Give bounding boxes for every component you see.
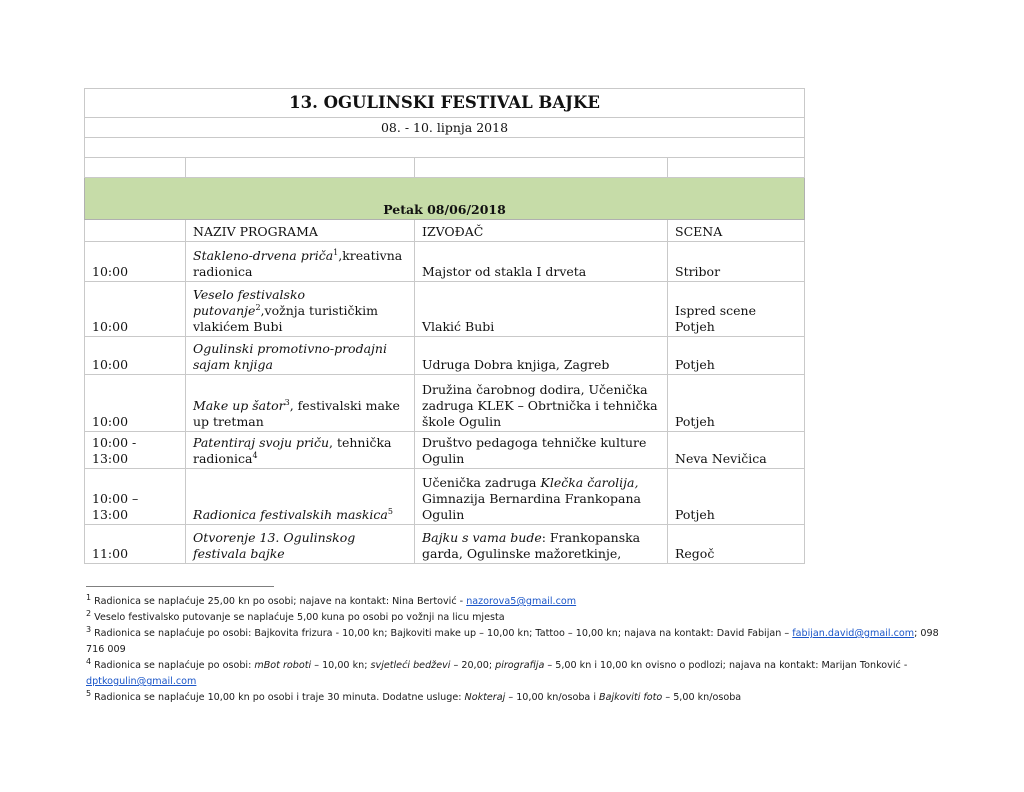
blank-cell	[186, 158, 415, 178]
program-cell	[186, 432, 415, 469]
text: Potjeh	[675, 414, 715, 429]
text: , tehnička radionica	[193, 435, 392, 466]
performer-cell	[415, 282, 668, 337]
italic-text: pirografija	[495, 660, 545, 671]
text: Neva Nevičica	[675, 451, 767, 466]
table-row	[85, 432, 805, 469]
text: Potjeh	[675, 507, 715, 522]
footnote-ref: 3	[284, 397, 290, 407]
text: ; 098 716 009	[86, 628, 939, 655]
blank-row	[85, 138, 805, 158]
time-cell	[85, 337, 186, 375]
text: Radionica se naplaćuje po osobi: Bajkovita frizura - 10,00 kn; Bajkoviti make up – 10,00 kn; Tattoo – 10,00 kn; najava na kontakt: David Fabijan –	[91, 628, 793, 639]
text: : Frankopanska garda, Ogulinske mažoretkinje,	[422, 530, 641, 561]
italic-text: svjetleći bedževi	[370, 660, 451, 671]
text: Društvo pedagoga tehničke kulture Ogulin	[422, 435, 647, 466]
text: kreativna radionica	[193, 248, 403, 279]
text: Radionica se naplaćuje 25,00 kn po osobi; najave na kontakt: Nina Bertović -	[91, 596, 467, 607]
footnote-ref: 4	[86, 656, 92, 666]
program-cell	[186, 469, 415, 525]
time-cell	[85, 375, 186, 432]
blank-cell	[415, 158, 668, 178]
footnote-ref: 2	[255, 302, 261, 312]
stage-cell	[668, 242, 805, 282]
italic-text: Bajkoviti foto	[599, 692, 663, 703]
text: 10:00 –	[92, 491, 139, 506]
text: Potjeh	[675, 319, 715, 334]
program-cell	[186, 375, 415, 432]
italic-text: Veselo festivalsko putovanje	[193, 287, 306, 318]
performer-cell	[415, 375, 668, 432]
text: ,	[338, 248, 343, 263]
text: – 5,00 kn i 10,00 kn ovisno o podlozi; najava na kontakt: Marijan Tonković -	[544, 660, 908, 671]
stage-cell	[668, 432, 805, 469]
email-link[interactable]: nazorova5@gmail.com	[466, 596, 577, 607]
footnote-ref: 1	[333, 247, 339, 257]
footnote	[86, 658, 946, 690]
text: – 10,00 kn;	[311, 660, 371, 671]
italic-text: Make up šator	[193, 398, 285, 413]
stage-cell	[668, 525, 805, 564]
stage-cell	[668, 375, 805, 432]
header-stage: SCENA	[668, 220, 805, 242]
program-table	[84, 88, 805, 564]
footnote-ref: 4	[252, 450, 258, 460]
footnote-ref: 5	[86, 688, 92, 698]
time-cell	[85, 242, 186, 282]
text: Radionica se naplaćuje 10,00 kn po osobi i traje 30 minuta. Dodatne usluge:	[91, 692, 465, 703]
table-row	[85, 242, 805, 282]
text: Majstor od stakla I drveta	[422, 264, 587, 279]
table-row	[85, 282, 805, 337]
text: 10:00 -	[92, 435, 137, 450]
footnote	[86, 690, 946, 706]
program-cell	[186, 525, 415, 564]
text: Potjeh	[675, 357, 715, 372]
stage-cell	[668, 469, 805, 525]
text: – 5,00 kn/osoba	[662, 692, 742, 703]
footnote	[86, 610, 946, 626]
performer-cell	[415, 525, 668, 564]
table-row	[85, 469, 805, 525]
italic-text: mBot roboti	[254, 660, 312, 671]
time-cell	[85, 282, 186, 337]
text: Radionica se naplaćuje po osobi:	[91, 660, 255, 671]
italic-text: Ogulinski promotivno-prodajni sajam knjiga	[193, 341, 387, 372]
text: – 10,00 kn/osoba i	[505, 692, 600, 703]
text: Udruga Dobra knjiga, Zagreb	[422, 357, 610, 372]
text: Družina čarobnog dodira, Učenička zadruga KLEK – Obrtnička i tehnička škole Ogulin	[422, 382, 658, 429]
schedule-rows	[85, 242, 805, 564]
text: Veselo festivalsko putovanje se naplaćuje 5,00 kuna po osobi po vožnji na licu mjesta	[91, 612, 505, 623]
blank-cell	[668, 158, 805, 178]
footnote-ref: 1	[86, 592, 92, 602]
text: 13:00	[92, 507, 129, 522]
email-link[interactable]: fabijan.david@gmail.com	[792, 628, 915, 639]
header-performer: IZVOĐAČ	[415, 220, 668, 242]
time-cell	[85, 525, 186, 564]
text: Vlakić Bubi	[422, 319, 495, 334]
text: 10:00	[92, 357, 129, 372]
program-cell	[186, 337, 415, 375]
text: 10:00	[92, 414, 129, 429]
text: vožnja turističkim vlakićem Bubi	[193, 303, 378, 334]
footnote	[86, 626, 946, 658]
table-row	[85, 337, 805, 375]
italic-text: Bajku s vama bude	[422, 530, 542, 545]
text: 10:00	[92, 319, 129, 334]
table-row	[85, 375, 805, 432]
stage-cell	[668, 282, 805, 337]
performer-cell	[415, 242, 668, 282]
footnote	[86, 594, 946, 610]
day-header: Petak 08/06/2018	[85, 178, 805, 220]
italic-text: Stakleno-drvena priča	[193, 248, 334, 263]
text: Ispred scene	[675, 303, 756, 318]
italic-text: Patentiraj svoju priču	[193, 435, 329, 450]
text: Učenička zadruga	[422, 475, 541, 490]
header-time	[85, 220, 186, 242]
program-cell	[186, 242, 415, 282]
festival-dates: 08. - 10. lipnja 2018	[85, 118, 805, 138]
italic-text: Nokteraj	[464, 692, 506, 703]
performer-cell	[415, 469, 668, 525]
email-link[interactable]: dptkogulin@gmail.com	[86, 676, 197, 687]
blank-cell	[85, 158, 186, 178]
text: ,	[260, 303, 265, 318]
performer-cell	[415, 432, 668, 469]
footnote-separator	[86, 586, 274, 587]
text: – 20,00;	[450, 660, 496, 671]
program-cell	[186, 282, 415, 337]
italic-text: Klečka čarolija,	[540, 475, 639, 490]
text: 13:00	[92, 451, 129, 466]
footnotes	[86, 594, 946, 706]
text: 11:00	[92, 546, 129, 561]
text: 10:00	[92, 264, 129, 279]
performer-cell	[415, 337, 668, 375]
text: Regoč	[675, 546, 715, 561]
header-program: NAZIV PROGRAMA	[186, 220, 415, 242]
italic-text: Otvorenje 13. Ogulinskog festivala bajke	[193, 530, 356, 561]
stage-cell	[668, 337, 805, 375]
text: Stribor	[675, 264, 721, 279]
italic-text: Radionica festivalskih maskica	[193, 507, 388, 522]
table-row	[85, 525, 805, 564]
festival-title: 13. OGULINSKI FESTIVAL BAJKE	[85, 89, 805, 118]
footnote-ref: 2	[86, 608, 92, 618]
time-cell	[85, 469, 186, 525]
time-cell	[85, 432, 186, 469]
footnote-ref: 3	[86, 624, 92, 634]
footnote-ref: 5	[387, 506, 393, 516]
text: Gimnazija Bernardina Frankopana Ogulin	[422, 491, 641, 522]
text: , festivalski make up tretman	[193, 398, 400, 429]
